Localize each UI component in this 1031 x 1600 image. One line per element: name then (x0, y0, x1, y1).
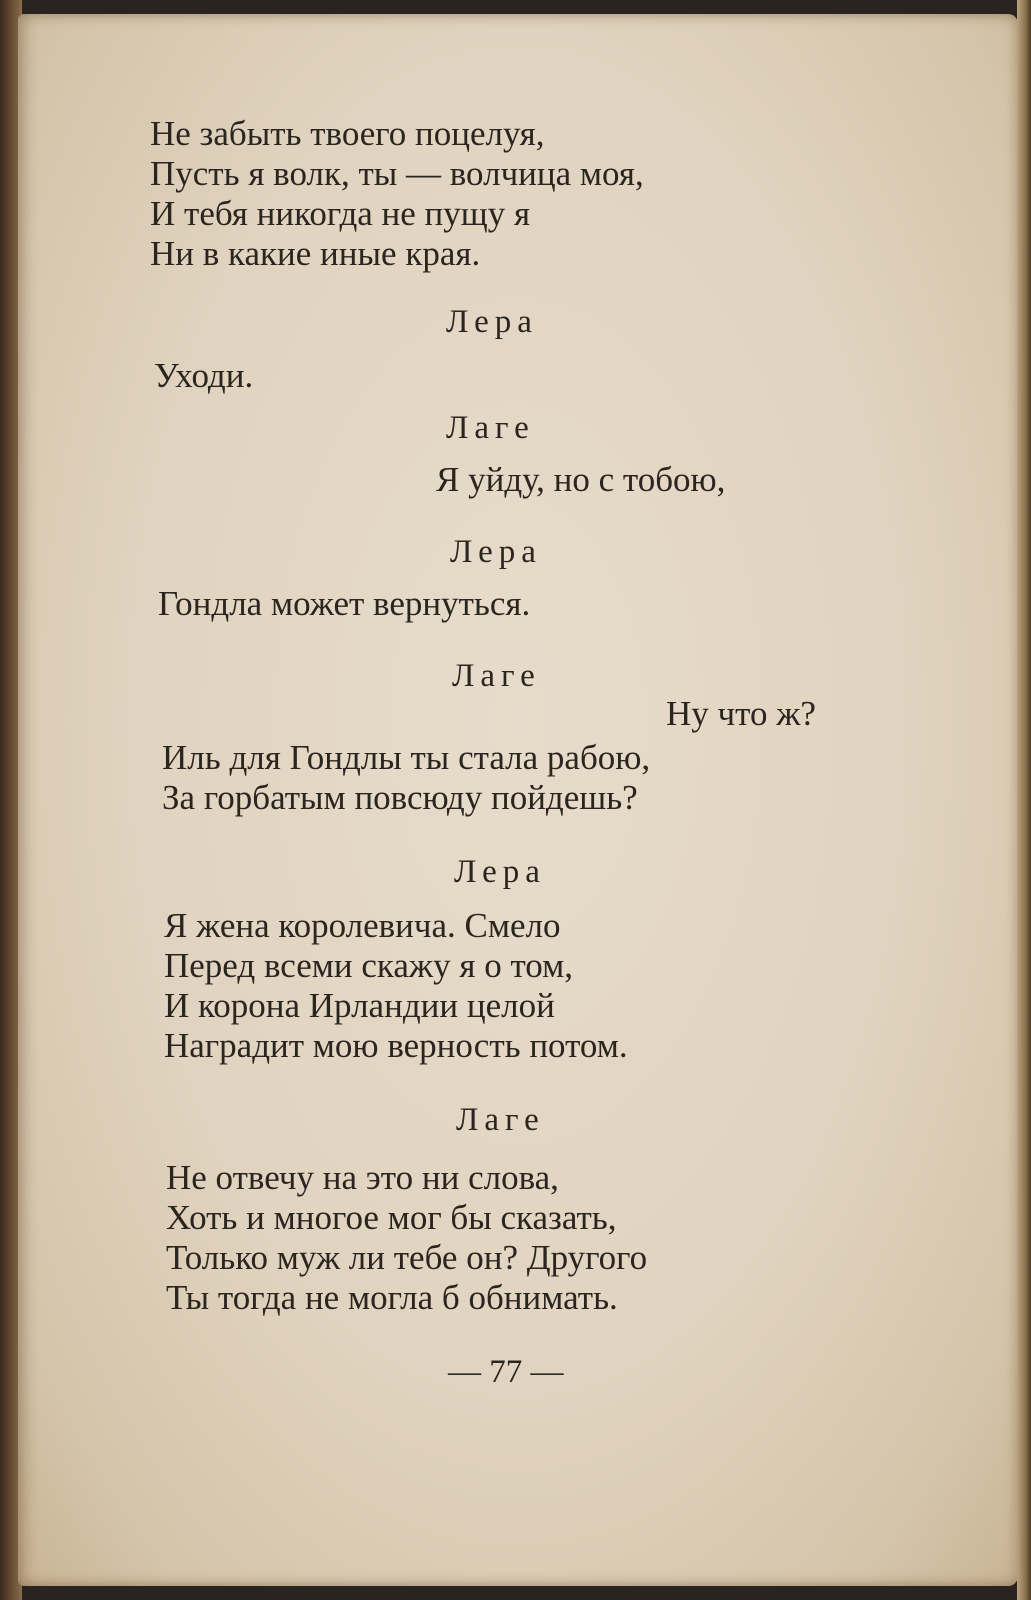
verse-line: Не забыть твоего поцелуя, (150, 114, 545, 153)
verse-line: Не отвечу на это ни слова, (166, 1158, 559, 1197)
verse-line: Пусть я волк, ты — волчица моя, (150, 154, 644, 193)
verse-line: Ни в какие иные края. (150, 234, 481, 273)
speaker-name: Лера (450, 534, 542, 570)
speaker-name: Лера (454, 854, 546, 890)
verse-line: Я уйду, но с тобою, (436, 460, 726, 499)
speaker-name: Лаге (456, 1102, 545, 1138)
page-edge (1017, 0, 1031, 1600)
page-number: — 77 — (448, 1354, 564, 1390)
verse-line: И тебя никогда не пущу я (150, 194, 531, 233)
verse-line: Ты тогда не могла б обнимать. (166, 1278, 618, 1317)
verse-line: Уходи. (154, 356, 254, 395)
verse-line: Я жена королевича. Смело (164, 906, 561, 945)
verse-line: Наградит мою верность потом. (164, 1026, 628, 1065)
verse-line: Только муж ли тебе он? Другого (166, 1238, 648, 1277)
verse-line: За горбатым повсюду пойдешь? (162, 778, 638, 817)
verse-line: Хоть и многое мог бы сказать, (166, 1198, 617, 1237)
verse-line: Ну что ж? (666, 694, 816, 733)
speaker-name: Лера (446, 304, 538, 340)
verse-line: Гондла может вернуться. (158, 584, 531, 623)
speaker-name: Лаге (446, 410, 535, 446)
speaker-name: Лаге (452, 658, 541, 694)
page (18, 14, 1018, 1586)
verse-line: И корона Ирландии целой (164, 986, 555, 1025)
verse-line: Иль для Гондлы ты стала рабою, (162, 738, 651, 777)
verse-line: Перед всеми скажу я о том, (164, 946, 574, 985)
